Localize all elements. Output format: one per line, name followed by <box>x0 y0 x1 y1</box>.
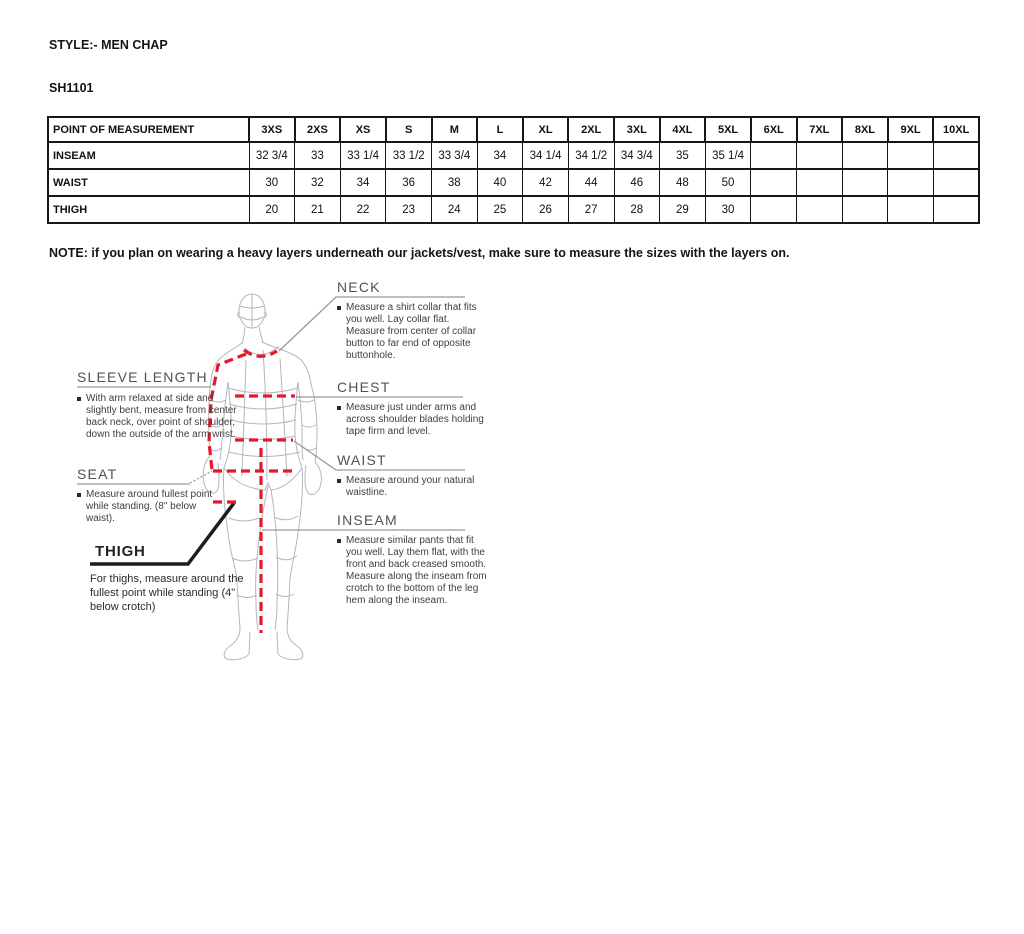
chest-description: Measure just under arms and across shoulder blades holding tape firm and level. <box>337 402 485 438</box>
bullet-icon <box>337 539 341 543</box>
size-value-cell: 34 <box>340 169 386 196</box>
size-table-header-row <box>48 117 979 142</box>
size-value-cell: 20 <box>249 196 295 223</box>
size-value-cell: 35 1/4 <box>705 142 751 169</box>
size-value-cell: 44 <box>568 169 614 196</box>
bullet-icon <box>77 493 81 497</box>
size-column-header: M <box>432 117 478 142</box>
row-label: THIGH <box>48 196 249 223</box>
size-value-cell: 24 <box>432 196 478 223</box>
size-table-row <box>48 142 979 169</box>
size-column-header: 6XL <box>751 117 797 142</box>
size-value-cell: 40 <box>477 169 523 196</box>
size-value-cell <box>933 142 979 169</box>
size-column-header: 3XL <box>614 117 660 142</box>
size-value-cell: 48 <box>660 169 706 196</box>
bullet-icon <box>337 406 341 410</box>
size-value-cell: 32 <box>295 169 341 196</box>
size-value-cell <box>888 196 934 223</box>
size-value-cell: 21 <box>295 196 341 223</box>
bullet-icon <box>337 306 341 310</box>
size-column-header: XS <box>340 117 386 142</box>
size-value-cell: 26 <box>523 196 569 223</box>
size-column-header: XL <box>523 117 569 142</box>
size-column-header: 7XL <box>797 117 843 142</box>
size-value-cell: 33 <box>295 142 341 169</box>
thigh-label: THIGH <box>95 543 146 560</box>
size-table <box>47 116 980 224</box>
size-value-cell: 50 <box>705 169 751 196</box>
size-value-cell <box>751 142 797 169</box>
measurement-diagram <box>60 270 500 690</box>
size-value-cell <box>888 142 934 169</box>
row-label: WAIST <box>48 169 249 196</box>
size-value-cell: 38 <box>432 169 478 196</box>
size-value-cell: 22 <box>340 196 386 223</box>
inseam-description: Measure similar pants that fit you well. Lay them flat, with the front and back creased smooth. Measure along the inseam from crotch to the bottom of the leg hem along the inseam. <box>337 535 489 607</box>
size-value-cell <box>888 169 934 196</box>
size-column-header: 8XL <box>842 117 888 142</box>
size-value-cell: 25 <box>477 196 523 223</box>
size-value-cell <box>751 169 797 196</box>
size-column-header: S <box>386 117 432 142</box>
size-value-cell: 23 <box>386 196 432 223</box>
size-value-cell: 34 <box>477 142 523 169</box>
size-value-cell <box>797 142 843 169</box>
sku-code: SH1101 <box>49 81 94 95</box>
size-column-header: 10XL <box>933 117 979 142</box>
size-column-header: 2XL <box>568 117 614 142</box>
point-of-measurement-header: POINT OF MEASUREMENT <box>48 117 249 142</box>
size-value-cell: 36 <box>386 169 432 196</box>
size-value-cell <box>842 142 888 169</box>
inseam-label: INSEAM <box>337 512 398 528</box>
size-value-cell: 32 3/4 <box>249 142 295 169</box>
size-value-cell: 46 <box>614 169 660 196</box>
size-value-cell: 34 1/2 <box>568 142 614 169</box>
style-title: STYLE:- MEN CHAP <box>49 38 168 52</box>
size-value-cell <box>797 196 843 223</box>
row-label: INSEAM <box>48 142 249 169</box>
size-table-row <box>48 196 979 223</box>
size-value-cell: 33 3/4 <box>432 142 478 169</box>
size-value-cell <box>842 196 888 223</box>
size-value-cell <box>842 169 888 196</box>
size-value-cell: 42 <box>523 169 569 196</box>
sleeve-length-label: SLEEVE LENGTH <box>77 369 208 385</box>
seat-leader-line <box>190 471 212 483</box>
size-column-header: 2XS <box>295 117 341 142</box>
note-text: NOTE: if you plan on wearing a heavy layers underneath our jackets/vest, make sure to measure the sizes with the layers on. <box>49 246 790 260</box>
size-column-header: 4XL <box>660 117 706 142</box>
bullet-icon <box>337 479 341 483</box>
waist-description: Measure around your natural waistline. <box>337 475 479 499</box>
size-column-header: 3XS <box>249 117 295 142</box>
seat-description: Measure around fullest point while standing. (8" below waist). <box>77 489 213 525</box>
size-value-cell: 27 <box>568 196 614 223</box>
size-value-cell <box>933 169 979 196</box>
size-value-cell: 30 <box>249 169 295 196</box>
size-column-header: 9XL <box>888 117 934 142</box>
neck-description: Measure a shirt collar that fits you well. Lay collar flat. Measure from center of collar button to far end of opposite buttonhole. <box>337 302 479 362</box>
size-value-cell: 28 <box>614 196 660 223</box>
size-value-cell: 35 <box>660 142 706 169</box>
seat-label: SEAT <box>77 466 118 482</box>
size-column-header: L <box>477 117 523 142</box>
size-value-cell <box>797 169 843 196</box>
size-value-cell <box>751 196 797 223</box>
bullet-icon <box>77 397 81 401</box>
chest-label: CHEST <box>337 379 391 395</box>
sleeve-length-description: With arm relaxed at side and slightly bent, measure from center back neck, over point of shoulder, down the outside of the arm wrist. <box>77 393 237 441</box>
thigh-description: For thighs, measure around the fullest point while standing (4" below crotch) <box>90 573 244 613</box>
waist-label: WAIST <box>337 452 387 468</box>
size-value-cell: 33 1/2 <box>386 142 432 169</box>
size-value-cell: 30 <box>705 196 751 223</box>
size-value-cell: 34 1/4 <box>523 142 569 169</box>
size-value-cell: 34 3/4 <box>614 142 660 169</box>
size-table-row <box>48 169 979 196</box>
neck-label: NECK <box>337 279 381 295</box>
size-value-cell: 29 <box>660 196 706 223</box>
size-value-cell: 33 1/4 <box>340 142 386 169</box>
size-value-cell <box>933 196 979 223</box>
size-table-body <box>48 142 979 223</box>
size-column-header: 5XL <box>705 117 751 142</box>
